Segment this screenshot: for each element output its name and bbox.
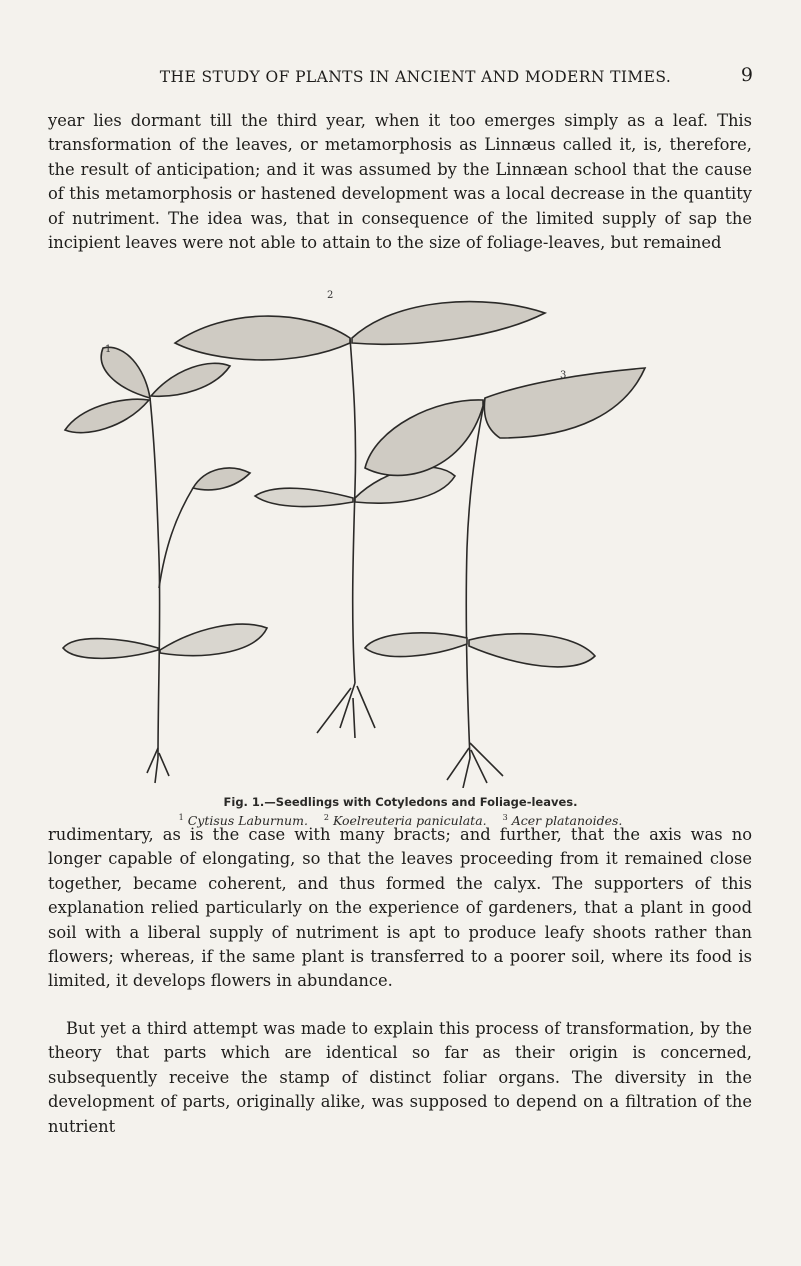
paragraph: year lies dormant till the third year, when it too emerges simply as a leaf. This transformation of the leaves, or metamorphosis as Linnæus called it, is, therefore, the result of anticipation; and it was assumed by the Linnæan school that the cause of this metamorphosis or hastened development was a local decrease in the quantity of nutriment. The idea was, that in consequence of the limited supply of sap the incipient leaves were not able to attain to the size of foliage-leaves, but remained xyxy=(48,111,752,253)
seedling-3-cotyledon-left xyxy=(365,633,467,657)
seedling-1-stem-branch xyxy=(159,488,193,588)
running-title: THE STUDY OF PLANTS IN ANCIENT AND MODERN TIMES. xyxy=(159,68,672,86)
seedling-2-cotyledon-left xyxy=(255,488,353,506)
seedling-1-leaf-c xyxy=(65,399,149,432)
seedling-1-cotyledon-left xyxy=(63,639,158,659)
figure-label-3: 3 xyxy=(560,370,567,381)
seedling-3-stem xyxy=(466,398,485,758)
page-number: 9 xyxy=(740,64,753,86)
paragraph: rudimentary, as is the case with many bracts; and further, that the axis was no longer capable of elongating, so that the leaves proceeding from it remained close together, became coherent, and thus formed the calyx. The supporters of this explanation relied particularly on the experience of gardeners, that a plant in good soil with a liberal supply of nutriment is apt to produce leafy shoots rather than flowers; whereas, if the same plant is transferred to a poorer soil, where its food is limited, it develops flowers in abundance. xyxy=(48,825,752,991)
seedling-3-roots xyxy=(447,743,503,788)
seedling-2-leaf-left xyxy=(175,316,350,360)
seedling-2-leaf-right xyxy=(352,302,545,345)
seedling-2-roots xyxy=(317,683,375,738)
seedling-1-cotyledon-right xyxy=(160,624,267,655)
seedling-2-stem xyxy=(350,338,356,683)
running-head xyxy=(48,64,753,92)
seedlings-drawing xyxy=(55,288,655,788)
caption-item-1: $^1$ Cytisus Laburnum. xyxy=(178,813,308,829)
seedlings-illustration xyxy=(55,288,655,788)
figure-title: Fig. 1.—Seedlings with Cotyledons and Foliage-leaves. xyxy=(223,795,578,809)
seedling-1-leaf-b xyxy=(151,363,230,396)
figure-label-2: 2 xyxy=(327,290,334,301)
figure-label-1: 1 xyxy=(105,344,112,355)
caption-item-2: $^2$ Koelreuteria paniculata. xyxy=(323,813,487,829)
paragraph: But yet a third attempt was made to explain this process of transformation, by the theory that parts which are identical so far as their origin is concerned, subsequently receive the stamp of distinct foliar organs. The diversity in the development of parts, originally alike, was supposed to depend on a filtration of the nutrient xyxy=(48,1019,752,1136)
seedling-3-leaf-lower xyxy=(365,400,483,476)
caption-item-3: $^3$ Acer platanoides. xyxy=(502,813,623,829)
seedling-1-leaf-d xyxy=(193,468,250,490)
seedling-3-cotyledon-right xyxy=(469,634,595,667)
seedling-1-stem xyxy=(150,398,160,758)
